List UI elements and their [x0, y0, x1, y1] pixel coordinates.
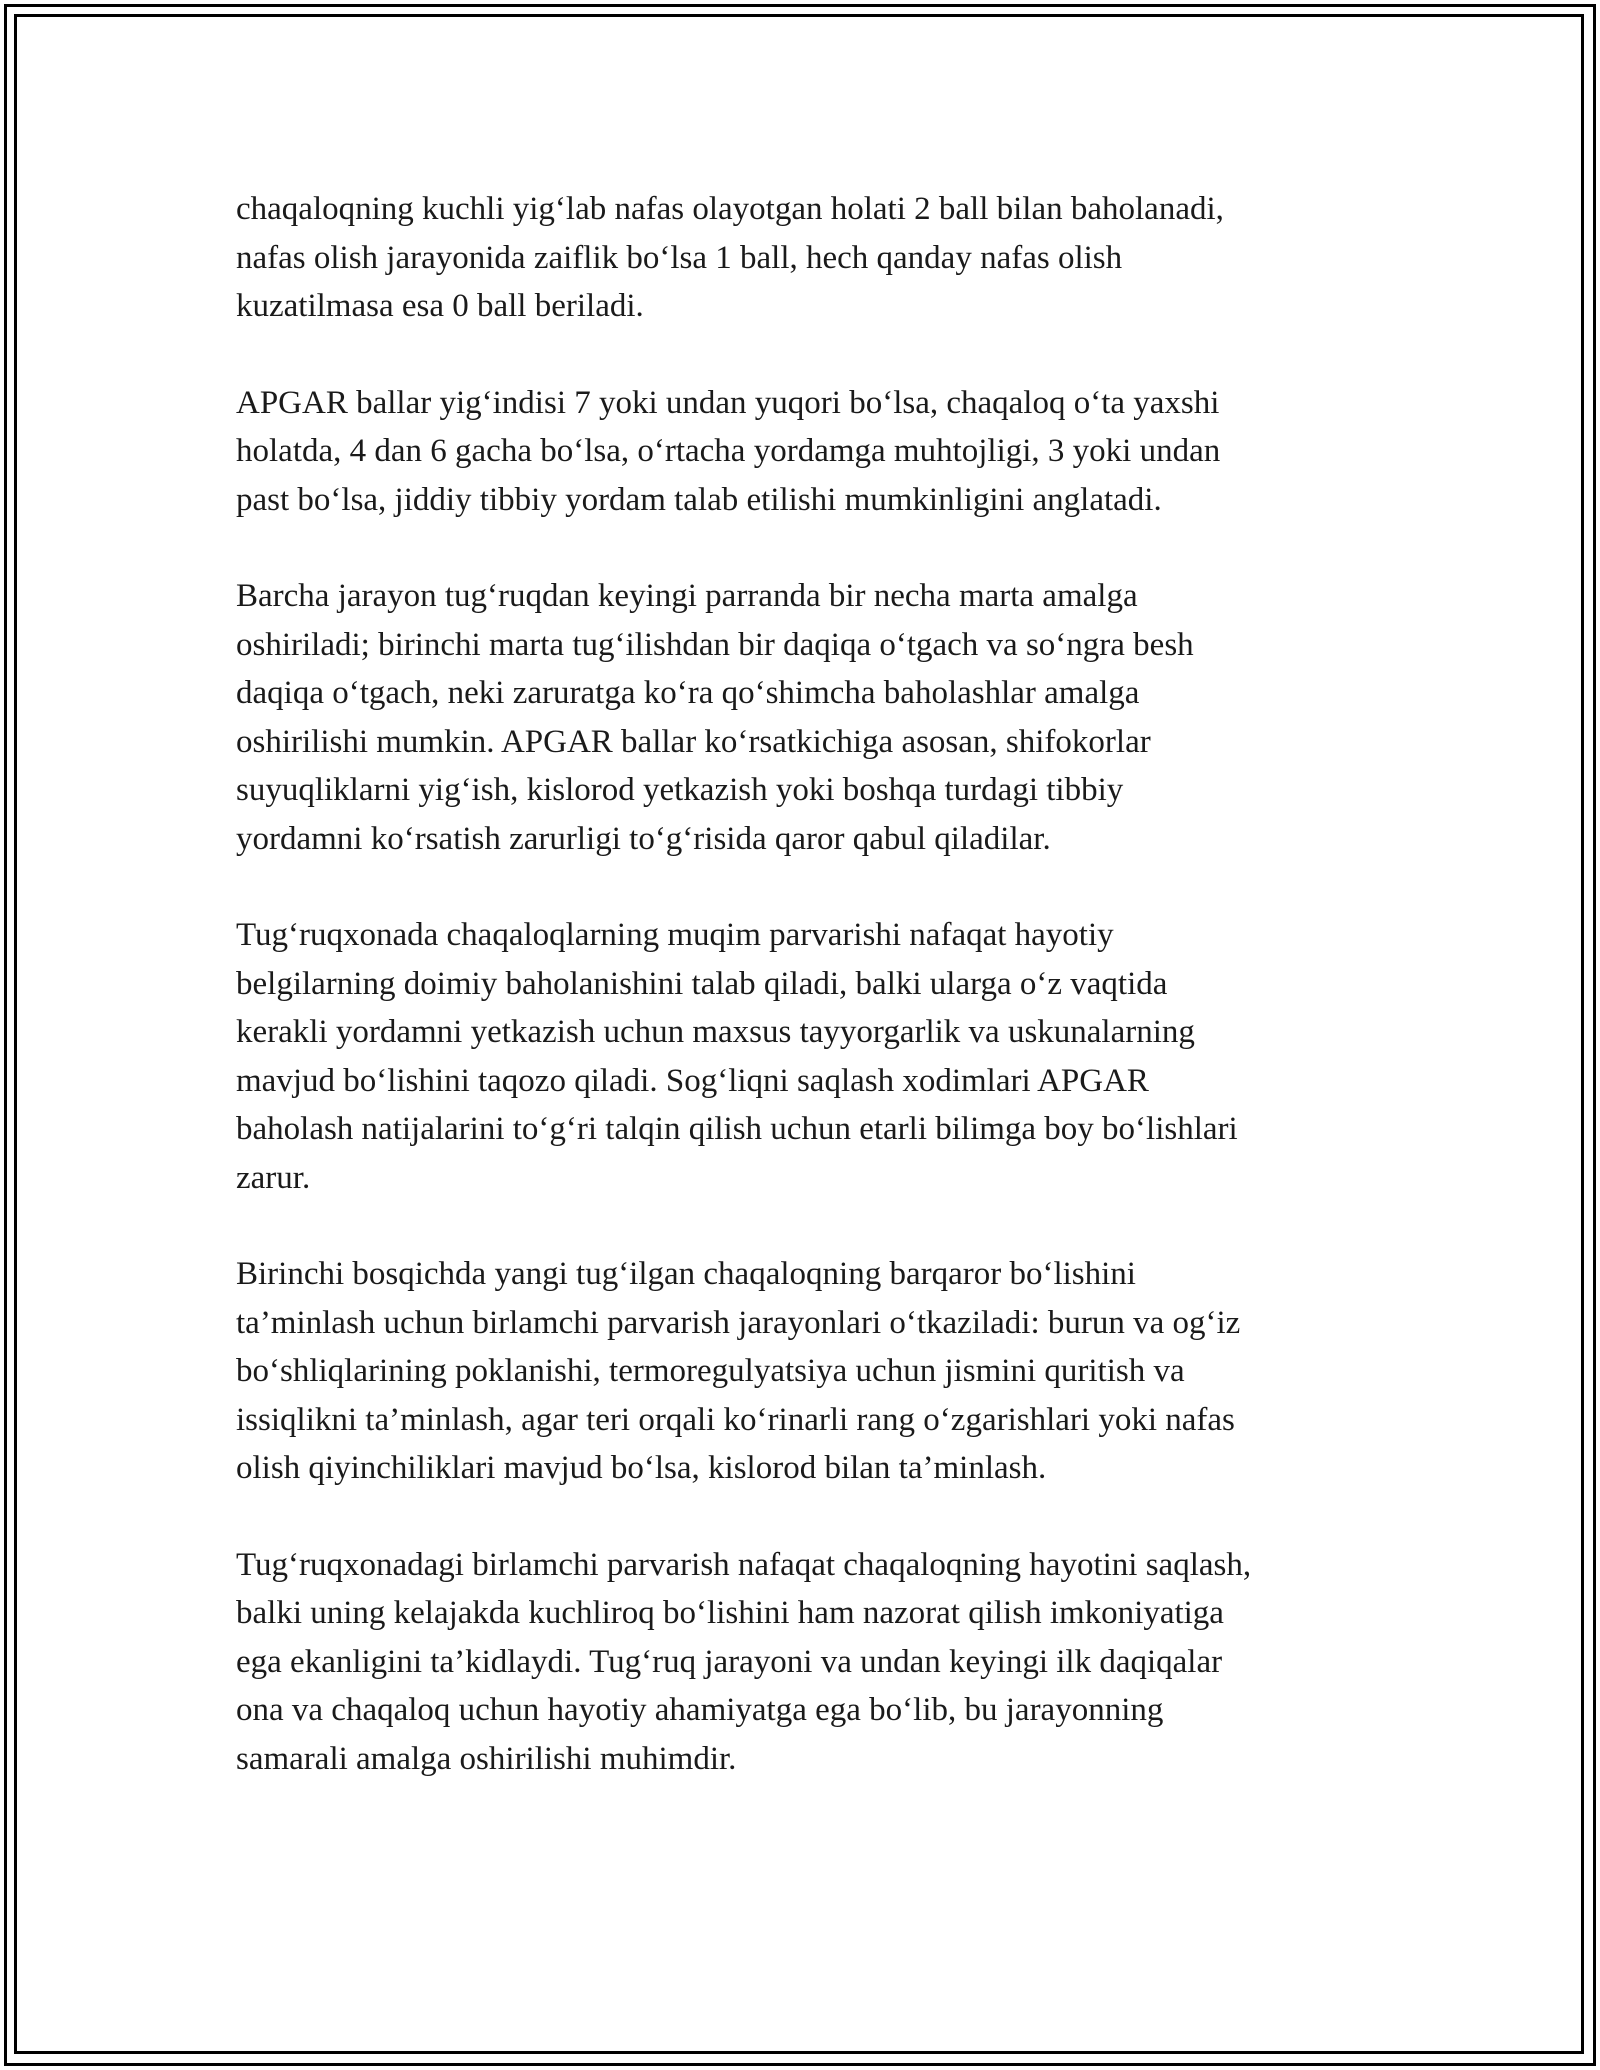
text-line: olish qiyinchiliklari mavjud bo‘lsa, kislorod bilan ta’minlash. — [236, 1450, 1047, 1486]
text-line: belgilarning doimiy baholanishini talab qiladi, balki ularga o‘z vaqtida — [236, 965, 1168, 1002]
paragraph-5 — [236, 1250, 1376, 1493]
text-line: Birinchi bosqichda yangi tug‘ilgan chaqaloqning barqaror bo‘lishini — [236, 1256, 1136, 1292]
text-line: ona va chaqaloq uchun hayotiy ahamiyatga ega bo‘lib, bu jarayonning — [236, 1692, 1164, 1728]
text-line: samarali amalga oshirilishi muhimdir. — [236, 1740, 737, 1777]
text-line: holatda, 4 dan 6 gacha bo‘lsa, o‘rtacha yordamga muhtojligi, 3 yoki undan — [236, 433, 1221, 469]
text-line: suyuqliklarni yig‘ish, kislorod yetkazish yoki boshqa turdagi tibbiy — [236, 772, 1124, 808]
text-line: kerakli yordamni yetkazish uchun maxsus tayyorgarlik va uskunalarning — [236, 1014, 1195, 1050]
paragraph-1 — [236, 185, 1376, 331]
text-line: Tug‘ruqxonada chaqaloqlarning muqim parvarishi nafaqat hayotiy — [236, 917, 1114, 953]
text-line: chaqaloqning kuchli yig‘lab nafas olayotgan holati 2 ball bilan baholanadi, — [236, 191, 1224, 227]
text-line: bo‘shliqlarining poklanishi, termoregulyatsiya uchun jismini quritish va — [236, 1353, 1185, 1389]
paragraph-6 — [236, 1541, 1376, 1784]
text-line: zarur. — [236, 1159, 311, 1196]
text-line: balki uning kelajakda kuchliroq bo‘lishini ham nazorat qilish imkoniyatiga — [236, 1595, 1224, 1631]
text-line: oshiriladi; birinchi marta tug‘ilishdan bir daqiqa o‘tgach va so‘ngra besh — [236, 626, 1194, 663]
text-line: mavjud bo‘lishini taqozo qiladi. Sog‘liqni saqlash xodimlari APGAR — [236, 1062, 1149, 1099]
text-line: yordamni ko‘rsatish zarurligi to‘g‘risida qaror qabul qiladilar. — [236, 820, 1051, 857]
text-line: baholash natijalarini to‘g‘ri talqin qilish uchun etarli bilimga boy bo‘lishlari — [236, 1111, 1238, 1147]
document-body — [236, 185, 1376, 1831]
text-line: Tug‘ruqxonadagi birlamchi parvarish nafaqat chaqaloqning hayotini saqlash, — [236, 1546, 1252, 1583]
paragraph-2 — [236, 379, 1376, 525]
text-line: ta’minlash uchun birlamchi parvarish jarayonlari o‘tkaziladi: burun va og‘iz — [236, 1304, 1241, 1341]
paragraph-3 — [236, 572, 1376, 863]
text-line: daqiqa o‘tgach, neki zaruratga ko‘ra qo‘shimcha baholashlar amalga — [236, 675, 1140, 711]
text-line: APGAR ballar yig‘indisi 7 yoki undan yuqori bo‘lsa, chaqaloq o‘ta yaxshi — [236, 384, 1220, 421]
text-line: kuzatilmasa esa 0 ball beriladi. — [236, 288, 644, 324]
text-line: ega ekanligini ta’kidlaydi. Tug‘ruq jarayoni va undan keyingi ilk daqiqalar — [236, 1643, 1223, 1680]
paragraph-4 — [236, 911, 1376, 1202]
text-line: issiqlikni ta’minlash, agar teri orqali ko‘rinarli rang o‘zgarishlari yoki nafas — [236, 1401, 1235, 1438]
text-line: nafas olish jarayonida zaiflik bo‘lsa 1 ball, hech qanday nafas olish — [236, 239, 1123, 276]
text-line: Barcha jarayon tug‘ruqdan keyingi parranda bir necha marta amalga — [236, 578, 1138, 614]
text-line: past bo‘lsa, jiddiy tibbiy yordam talab etilishi mumkinligini anglatadi. — [236, 481, 1162, 518]
text-line: oshirilishi mumkin. APGAR ballar ko‘rsatkichiga asosan, shifokorlar — [236, 723, 1151, 760]
